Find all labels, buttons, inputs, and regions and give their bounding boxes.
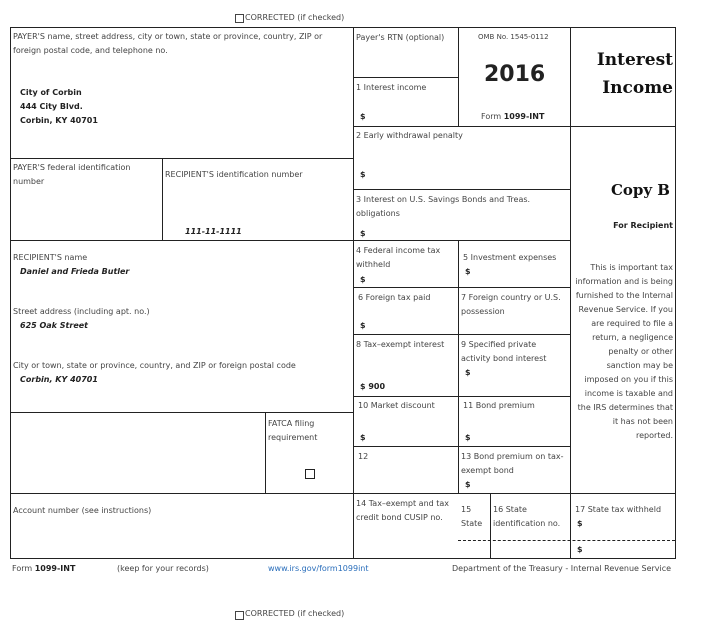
box6-label: 6 Foreign tax paid [358, 293, 431, 302]
box10-dollar: $ [360, 433, 366, 442]
rule [490, 493, 491, 558]
box13-dollar: $ [465, 480, 471, 489]
box3-label: 3 Interest on U.S. Savings Bonds and Treas. obligations [356, 195, 531, 218]
rule [10, 240, 353, 241]
recipient-id-label: RECIPIENT'S identification number [165, 170, 303, 179]
rule [353, 189, 570, 190]
rule [353, 27, 354, 559]
box2-label: 2 Early withdrawal penalty [356, 131, 463, 140]
footer-keep: (keep for your records) [117, 564, 209, 573]
payer-city: Corbin, KY 40701 [20, 116, 98, 125]
box16-label: 16 State identification no. [493, 505, 561, 528]
recipient-street-value: 625 Oak Street [20, 321, 88, 330]
payer-rtn-label: Payer's RTN (optional) [356, 33, 445, 42]
box2-dollar: $ [360, 170, 366, 179]
tax-year: 2016 [484, 62, 546, 87]
fatca-label: FATCA filing requirement [268, 419, 318, 442]
form-title-line1: Interest [596, 50, 673, 70]
form-label-small [481, 110, 544, 123]
rule [353, 493, 675, 494]
footer-url-link[interactable]: www.irs.gov/form1099int [268, 564, 369, 573]
box17-dollar-2: $ [577, 545, 583, 554]
box12-label: 12 [358, 452, 369, 461]
form-right-border [675, 27, 676, 559]
rule [353, 240, 570, 241]
box11-label: 11 Bond premium [463, 401, 535, 410]
rule [458, 27, 459, 126]
footer-form-name: 1099-INT [34, 564, 76, 573]
box5-dollar: $ [465, 267, 471, 276]
form-bottom-border [10, 558, 675, 559]
form-prefix: Form [481, 112, 502, 121]
box9-label: 9 Specified private activity bond interest [461, 340, 547, 363]
recipient-name-value: Daniel and Frieda Butler [20, 267, 130, 276]
rule [570, 27, 571, 559]
rule [353, 446, 570, 447]
recipient-street-label: Street address (including apt. no.) [13, 307, 150, 316]
fatca-checkbox[interactable] [305, 469, 315, 479]
rule [10, 158, 353, 159]
box17-dollar-1: $ [577, 519, 583, 528]
box15-label: 15 State [461, 505, 483, 528]
footer-form [12, 562, 75, 575]
recipient-id-value: 111-11-1111 [185, 227, 242, 236]
footer-dept: Department of the Treasury - Internal Revenue Service [452, 564, 672, 573]
dashed-rule [458, 540, 675, 541]
rule [353, 287, 570, 288]
box7-label: 7 Foreign country or U.S. possession [461, 293, 561, 316]
box5-label: 5 Investment expenses [463, 253, 557, 262]
copy-note: This is important tax information and is being furnished to the Internal Revenue Service. If you are required to file a return, a negligence penalty or other sanction may be imposed on you if this income is taxable and the IRS determines that it has not been reported. [575, 263, 673, 440]
box1-dollar: $ [360, 112, 366, 121]
omb-number: OMB No. 1545-0112 [478, 33, 549, 41]
recipient-name-label: RECIPIENT'S name [13, 253, 88, 262]
form-top-border [10, 27, 675, 28]
payer-fid-label: PAYER'S federal identification number [13, 163, 131, 186]
box3-dollar: $ [360, 229, 366, 238]
box9-dollar: $ [465, 368, 471, 377]
box8-label: 8 Tax–exempt interest [356, 340, 445, 349]
box11-dollar: $ [465, 433, 471, 442]
box6-dollar: $ [360, 321, 366, 330]
recipient-city-label: City or town, state or province, country, and ZIP or foreign postal code [13, 361, 296, 370]
rule [265, 412, 266, 493]
copy-subtitle: For Recipient [613, 221, 673, 230]
recipient-city-value: Corbin, KY 40701 [20, 375, 98, 384]
rule [353, 77, 458, 78]
rule [353, 396, 570, 397]
footer-form-prefix: Form [12, 564, 33, 573]
box1-label: 1 Interest income [356, 83, 427, 92]
box4-label: 4 Federal income tax withheld [356, 246, 441, 269]
box13-label: 13 Bond premium on tax-exempt bond [461, 452, 564, 475]
form-title-line2: Income [602, 78, 673, 98]
corrected-label-bottom: CORRECTED (if checked) [245, 609, 345, 618]
account-label: Account number (see instructions) [13, 506, 152, 515]
rule [10, 412, 353, 413]
form-name-small: 1099-INT [503, 112, 545, 121]
box8-value: $ 900 [360, 382, 386, 391]
copy-title: Copy B [610, 181, 670, 199]
box17-label: 17 State tax withheld [575, 505, 662, 514]
rule [162, 158, 163, 240]
payer-street: 444 City Blvd. [20, 102, 83, 111]
form-left-border [10, 27, 11, 559]
corrected-checkbox-top[interactable] [235, 14, 244, 23]
payer-name: City of Corbin [20, 88, 82, 97]
box10-label: 10 Market discount [358, 401, 435, 410]
payer-label: PAYER'S name, street address, city or town, state or province, country, ZIP or foreign postal code, and telephone no. [13, 32, 323, 55]
rule [458, 240, 459, 493]
rule [353, 126, 675, 127]
corrected-label-top: CORRECTED (if checked) [245, 13, 345, 22]
rule [10, 493, 353, 494]
box4-dollar: $ [360, 275, 366, 284]
box14-label: 14 Tax–exempt and tax credit bond CUSIP no. [356, 499, 450, 522]
rule [353, 334, 570, 335]
